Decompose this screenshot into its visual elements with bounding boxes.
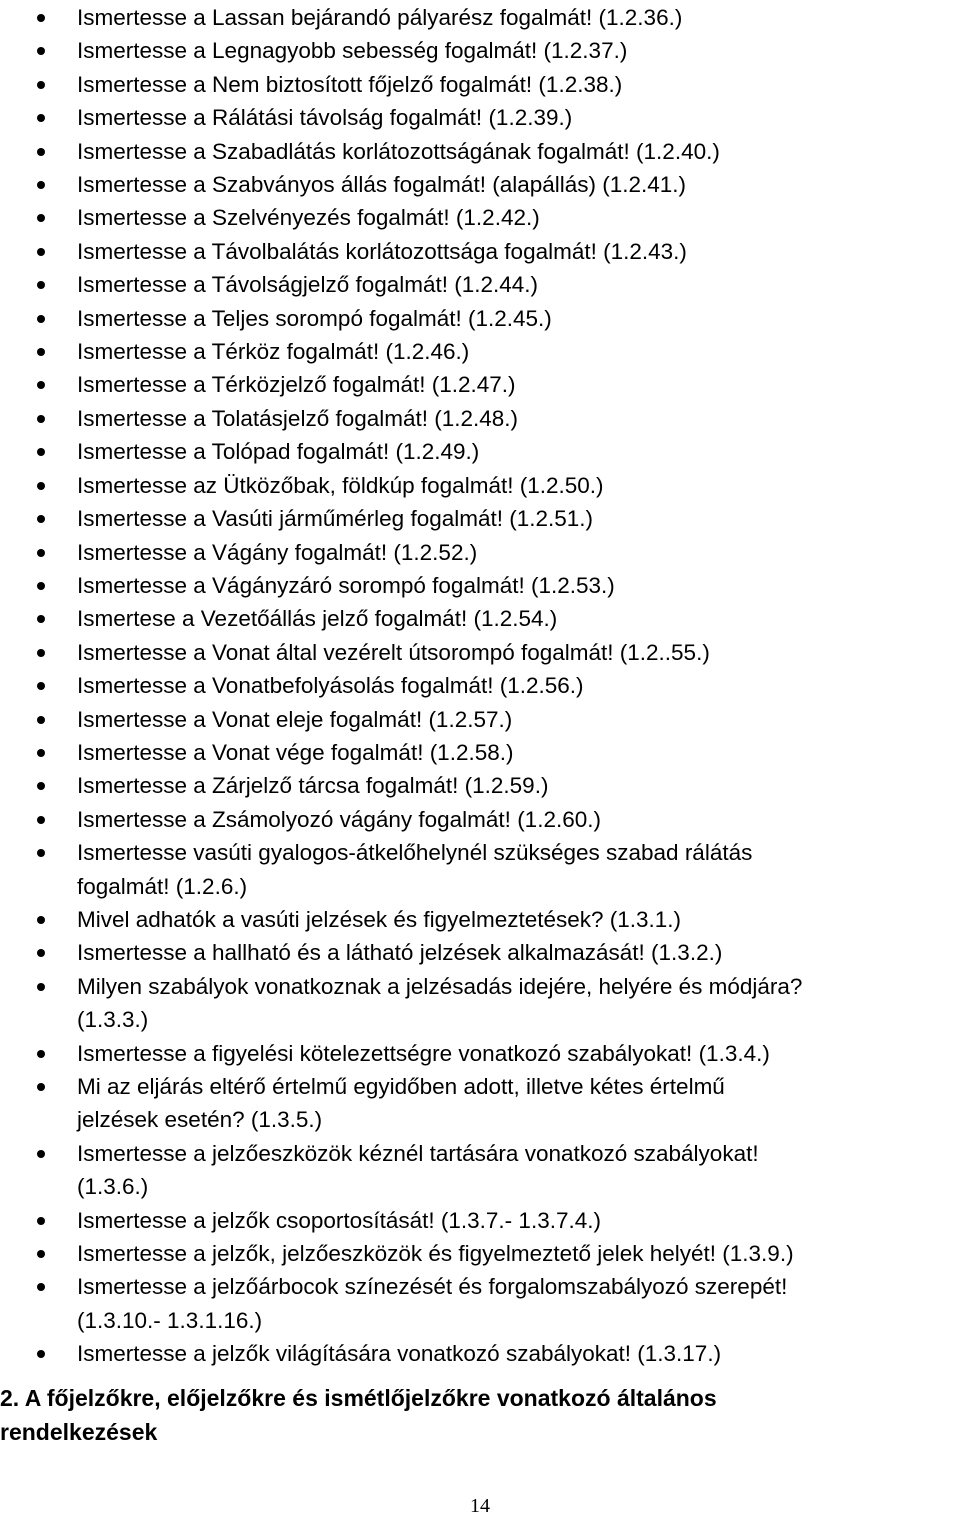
bullet-icon xyxy=(37,348,45,356)
list-item-text: Ismertesse a Legnagyobb sebesség fogalmát! (1.2.37.) xyxy=(77,38,628,64)
bullet-icon xyxy=(37,916,45,924)
list-item-text: Ismertesse a Vonat eleje fogalmát! (1.2.57.) xyxy=(77,706,513,732)
bullet-icon xyxy=(37,47,45,55)
bullet-icon xyxy=(37,482,45,490)
list-item-text: Ismertesse a Vonatbefolyásolás fogalmát! (1.2.56.) xyxy=(77,673,584,699)
bullet-icon xyxy=(37,415,45,423)
list-item-text: Ismertesse a Nem biztosított főjelző fogalmát! (1.2.38.) xyxy=(77,71,623,97)
list-item xyxy=(0,936,960,969)
bullet-icon xyxy=(37,281,45,289)
list-item xyxy=(0,1204,960,1237)
list-item xyxy=(0,803,960,836)
list-item xyxy=(0,703,960,736)
bullet-icon xyxy=(37,1350,45,1358)
list-item-text: Ismertesse a jelzőárbocok színezését és forgalomszabályozó szerepét! (1.3.10.- 1.3.1.16.) xyxy=(77,1274,788,1333)
list-item xyxy=(0,836,960,903)
bullet-icon xyxy=(37,248,45,256)
bullet-icon xyxy=(37,949,45,957)
bullet-icon xyxy=(37,214,45,222)
list-item xyxy=(0,402,960,435)
bullet-icon xyxy=(37,1050,45,1058)
list-item xyxy=(0,1337,960,1370)
bullet-icon xyxy=(37,682,45,690)
list-item-text: Ismertesse a Zárjelző tárcsa fogalmát! (1.2.59.) xyxy=(77,773,549,799)
list-item-text: Mi az eljárás eltérő értelmű egyidőben adott, illetve kétes értelmű jelzések esetén? (1.3.5.) xyxy=(77,1074,725,1133)
list-item-text: Ismertesse a hallható és a látható jelzések alkalmazását! (1.3.2.) xyxy=(77,940,723,966)
list-item xyxy=(0,903,960,936)
list-item-text: Milyen szabályok vonatkoznak a jelzésadás idejére, helyére és módjára? (1.3.3.) xyxy=(77,973,803,1033)
list-item-text: Ismertesse a Távolbalátás korlátozottsága fogalmát! (1.2.43.) xyxy=(77,238,687,264)
list-item-text: Ismertesse a Szabadlátás korlátozottságának fogalmát! (1.2.40.) xyxy=(77,138,720,164)
list-item-text: Ismertesse a Tolatásjelző fogalmát! (1.2.48.) xyxy=(77,405,519,431)
list-item xyxy=(0,1,960,34)
list-item-text: Ismertesse a Szelvényezés fogalmát! (1.2.42.) xyxy=(77,205,540,231)
list-item-text: Ismertesse a Zsámolyozó vágány fogalmát! (1.2.60.) xyxy=(77,806,601,832)
list-item xyxy=(0,201,960,234)
page-number: 14 xyxy=(470,1495,490,1517)
list-item xyxy=(0,769,960,802)
bullet-icon xyxy=(37,181,45,189)
list-item xyxy=(0,502,960,535)
list-item xyxy=(0,669,960,702)
bullet-icon xyxy=(37,816,45,824)
bullet-icon xyxy=(37,515,45,523)
bullet-icon xyxy=(37,716,45,724)
bullet-icon xyxy=(37,1217,45,1225)
list-item xyxy=(0,302,960,335)
list-item-text: Ismertesse a Vonat vége fogalmát! (1.2.58.) xyxy=(77,739,514,765)
list-item xyxy=(0,101,960,134)
list-item xyxy=(0,435,960,468)
list-item xyxy=(0,970,960,1037)
list-item xyxy=(0,268,960,301)
bullet-icon xyxy=(37,81,45,89)
bullet-icon xyxy=(37,1083,45,1091)
list-item-text: Ismertesse a Vágány fogalmát! (1.2.52.) xyxy=(77,539,478,565)
bullet-icon xyxy=(37,114,45,122)
list-item xyxy=(0,168,960,201)
bullet-icon xyxy=(37,849,45,857)
section-heading: 2. A főjelzőkre, előjelzőkre és ismétlőjelzőkre vonatkozó általános rendelkezések xyxy=(0,1385,717,1445)
bullet-icon xyxy=(37,1150,45,1158)
list-item xyxy=(0,636,960,669)
bullet-icon xyxy=(37,782,45,790)
list-item-text: Ismertesse a Vasúti járműmérleg fogalmát! (1.2.51.) xyxy=(77,506,594,532)
list-item-text: Ismertesse a figyelési kötelezettségre vonatkozó szabályokat! (1.3.4.) xyxy=(77,1040,770,1066)
list-item xyxy=(0,569,960,602)
list-item-text: Mivel adhatók a vasúti jelzések és figyelmeztetések? (1.3.1.) xyxy=(77,906,682,932)
bullet-icon xyxy=(37,148,45,156)
list-item-text: Ismertesse a Lassan bejárandó pályarész fogalmát! (1.2.36.) xyxy=(77,5,683,30)
bullet-icon xyxy=(37,983,45,991)
bullet-icon xyxy=(37,649,45,657)
bullet-icon xyxy=(37,549,45,557)
list-item-text: Ismertesse a jelzők világítására vonatkozó szabályokat! (1.3.17.) xyxy=(77,1341,722,1367)
list-item xyxy=(0,1237,960,1270)
list-item xyxy=(0,736,960,769)
list-item xyxy=(0,1270,960,1337)
bullet-icon xyxy=(37,1250,45,1258)
bullet-icon xyxy=(37,1283,45,1291)
list-item-text: Ismertesse a Térköz fogalmát! (1.2.46.) xyxy=(77,339,470,365)
list-item xyxy=(0,135,960,168)
list-item xyxy=(0,235,960,268)
list-item-text: Ismertesse a jelzők, jelzőeszközök és figyelmeztető jelek helyét! (1.3.9.) xyxy=(77,1241,794,1267)
list-item xyxy=(0,68,960,101)
list-item-text: Ismertesse a Tolópad fogalmát! (1.2.49.) xyxy=(77,439,480,465)
list-item xyxy=(0,1037,960,1070)
list-item xyxy=(0,34,960,67)
bullet-icon xyxy=(37,448,45,456)
list-item xyxy=(0,368,960,401)
bullet-icon xyxy=(37,615,45,623)
list-item-text: Ismertesse a Vonat által vezérelt útsorompó fogalmát! (1.2..55.) xyxy=(77,639,710,665)
list-item xyxy=(0,1070,960,1137)
list-item xyxy=(0,335,960,368)
bullet-icon xyxy=(37,315,45,323)
list-item-text: Ismertese a Vezetőállás jelző fogalmát! (1.2.54.) xyxy=(77,606,558,632)
list-item-text: Ismertesse a Rálátási távolság fogalmát! (1.2.39.) xyxy=(77,105,573,131)
list-item xyxy=(0,602,960,635)
bullet-icon xyxy=(37,582,45,590)
question-list xyxy=(0,1,960,1371)
list-item-text: Ismertesse az Ütközőbak, földkúp fogalmát! (1.2.50.) xyxy=(77,472,604,498)
list-item-text: Ismertesse a Szabványos állás fogalmát! (alapállás) (1.2.41.) xyxy=(77,172,687,198)
list-item xyxy=(0,1137,960,1204)
list-item-text: Ismertesse a Távolságjelző fogalmát! (1.2.44.) xyxy=(77,272,539,298)
list-item-text: Ismertesse a jelzőeszközök kéznél tartására vonatkozó szabályokat! (1.3.6.) xyxy=(77,1140,759,1200)
list-item-text: Ismertesse a Térközjelző fogalmát! (1.2.47.) xyxy=(77,372,516,398)
bullet-icon xyxy=(37,749,45,757)
bullet-icon xyxy=(37,14,45,22)
list-item-text: Ismertesse a Teljes sorompó fogalmát! (1.2.45.) xyxy=(77,305,552,331)
list-item xyxy=(0,536,960,569)
list-item-text: Ismertesse a Vágányzáró sorompó fogalmát! (1.2.53.) xyxy=(77,572,615,598)
list-item-text: Ismertesse vasúti gyalogos-átkelőhelynél szükséges szabad rálátás fogalmát! (1.2.6.) xyxy=(77,840,753,899)
list-item xyxy=(0,469,960,502)
bullet-icon xyxy=(37,381,45,389)
list-item-text: Ismertesse a jelzők csoportosítását! (1.3.7.- 1.3.7.4.) xyxy=(77,1207,601,1233)
